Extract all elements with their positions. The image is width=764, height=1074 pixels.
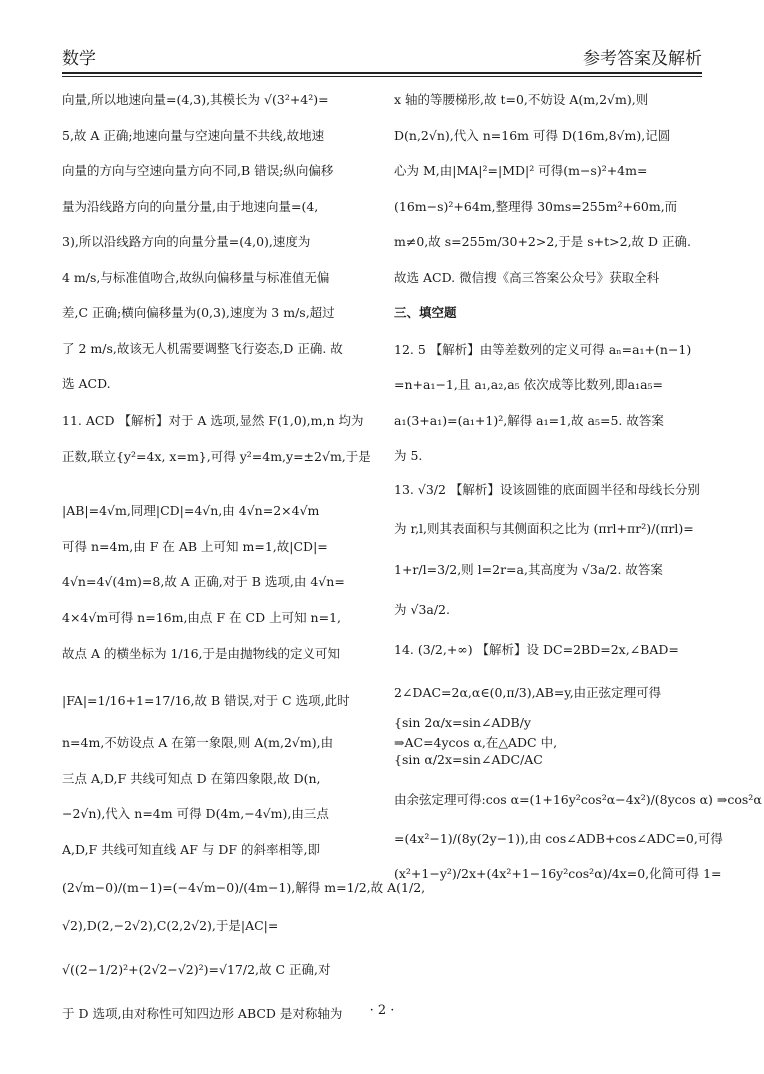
right-text-line: 为 r,l,则其表面积与其侧面积之比为 (πrl+πr²)/(πrl)= (394, 521, 694, 536)
left-text-line: 量为沿线路方向的向量分量,由于地速向量=(4, (62, 199, 319, 214)
left-text-line: |FA|=1/16+1=17/16,故 B 错误,对于 C 选项,此时 (62, 693, 350, 708)
right-text-line: D(n,2√n),代入 n=16m 可得 D(16m,8√m),记圆 (394, 128, 671, 143)
left-text-line: 向量的方向与空速向量方向不同,B 错误;纵向偏移 (62, 163, 334, 178)
answer-title: 参考答案及解析 (583, 49, 702, 69)
left-text-line: 差,C 正确;横向偏移量为(0,3),速度为 3 m/s,超过 (62, 305, 335, 320)
page-header (62, 44, 702, 72)
right-text-line: ⇒AC=4ycos α,在△ADC 中, (394, 735, 558, 750)
left-text-line: 了 2 m/s,故该无人机需要调整飞行姿态,D 正确. 故 (62, 341, 343, 356)
right-text-line: 故选 ACD. 微信搜《高三答案公众号》获取全科 (394, 270, 660, 285)
left-text-line: 4×4√m可得 n=16m,由点 F 在 CD 上可知 n=1, (62, 610, 342, 625)
left-text-line: 选 ACD. (62, 376, 111, 391)
right-text-line: (16m−s)²+64m,整理得 30ms=255m²+60m,而 (394, 199, 678, 214)
right-text-line: 三、填空题 (394, 305, 457, 320)
left-text-line: 于 D 选项,由对称性可知四边形 ABCD 是对称轴为 (62, 1006, 343, 1021)
left-text-line: 4 m/s,与标准值吻合,故纵向偏移量与标准值无偏 (62, 270, 330, 285)
right-text-line: 14. (3/2,+∞) 【解析】设 DC=2BD=2x,∠BAD= (394, 642, 679, 657)
right-text-line: {sin 2α/x=sin∠ADB/y (394, 715, 531, 730)
right-text-line: 2∠DAC=2α,α∈(0,π/3),AB=y,由正弦定理可得 (394, 685, 662, 700)
left-text-line: 3),所以沿线路方向的向量分量=(4,0),速度为 (62, 234, 311, 249)
left-text-line: −2√n),代入 n=4m 可得 D(4m,−4√m),由三点 (62, 806, 329, 821)
right-text-line: 13. √3/2 【解析】设该圆锥的底面圆半径和母线长分别 (394, 482, 700, 497)
right-text-line: 心为 M,由|MA|²=|MD|² 可得(m−s)²+4m= (394, 163, 648, 178)
left-text-line: 11. ACD 【解析】对于 A 选项,显然 F(1,0),m,n 均为 (62, 413, 364, 428)
left-text-line: A,D,F 共线可知直线 AF 与 DF 的斜率相等,即 (62, 842, 320, 857)
left-text-line: (2√m−0)/(m−1)=(−4√m−0)/(4m−1),解得 m=1/2,故 A(1/2, (62, 880, 426, 895)
left-text-line: √((2−1/2)²+(2√2−√2)²)=√17/2,故 C 正确,对 (62, 962, 331, 977)
right-text-line: a₁(3+a₁)=(a₁+1)²,解得 a₁=1,故 a₅=5. 故答案 (394, 413, 664, 428)
left-text-line: n=4m,不妨设点 A 在第一象限,则 A(m,2√m),由 (62, 735, 334, 750)
left-text-line: 正数,联立{y²=4x, x=m},可得 y²=4m,y=±2√m,于是 (62, 449, 371, 464)
right-text-line: 为 5. (394, 448, 423, 463)
subject-title: 数学 (62, 49, 96, 69)
page-number: · 2 · (369, 1003, 395, 1018)
header-rule-thick (62, 72, 702, 74)
left-text-line: 4√n=4√(4m)=8,故 A 正确,对于 B 选项,由 4√n= (62, 574, 345, 589)
right-text-line: 为 √3a/2. (394, 602, 450, 617)
right-text-line: 12. 5 【解析】由等差数列的定义可得 aₙ=a₁+(n−1) (394, 342, 692, 357)
left-text-line: √2),D(2,−2√2),C(2,2√2),于是|AC|= (62, 918, 279, 933)
right-text-line: =(4x²−1)/(8y(2y−1)),由 cos∠ADB+cos∠ADC=0,可得 (394, 831, 723, 846)
right-text-line: 由余弦定理可得:cos α=(1+16y²cos²α−4x²)/(8ycos α) ⇒cos²α (394, 792, 762, 807)
header-rule-thin (62, 76, 702, 77)
left-text-line: 向量,所以地速向量=(4,3),其模长为 √(3²+4²)= (62, 92, 329, 107)
right-text-line: m≠0,故 s=255m/30+2>2,于是 s+t>2,故 D 正确. (394, 234, 691, 249)
right-text-line: (x²+1−y²)/2x+(4x²+1−16y²cos²α)/4x=0,化简可得 1= (394, 866, 722, 881)
left-text-line: 故点 A 的横坐标为 1/16,于是由抛物线的定义可知 (62, 646, 340, 661)
left-text-line: 三点 A,D,F 共线可知点 D 在第四象限,故 D(n, (62, 771, 321, 786)
left-text-line: 可得 n=4m,由 F 在 AB 上可知 m=1,故|CD|= (62, 539, 328, 554)
left-text-line: 5,故 A 正确;地速向量与空速向量不共线,故地速 (62, 128, 325, 143)
right-text-line: 1+r/l=3/2,则 l=2r=a,其高度为 √3a/2. 故答案 (394, 562, 663, 577)
right-text-line: x 轴的等腰梯形,故 t=0,不妨设 A(m,2√m),则 (394, 92, 649, 107)
left-text-line: |AB|=4√m,同理|CD|=4√n,由 4√n=2×4√m (62, 503, 320, 518)
right-text-line: =n+a₁−1,且 a₁,a₂,a₅ 依次成等比数列,即a₁a₅= (394, 377, 664, 392)
right-text-line: {sin α/2x=sin∠ADC/AC (394, 752, 543, 767)
